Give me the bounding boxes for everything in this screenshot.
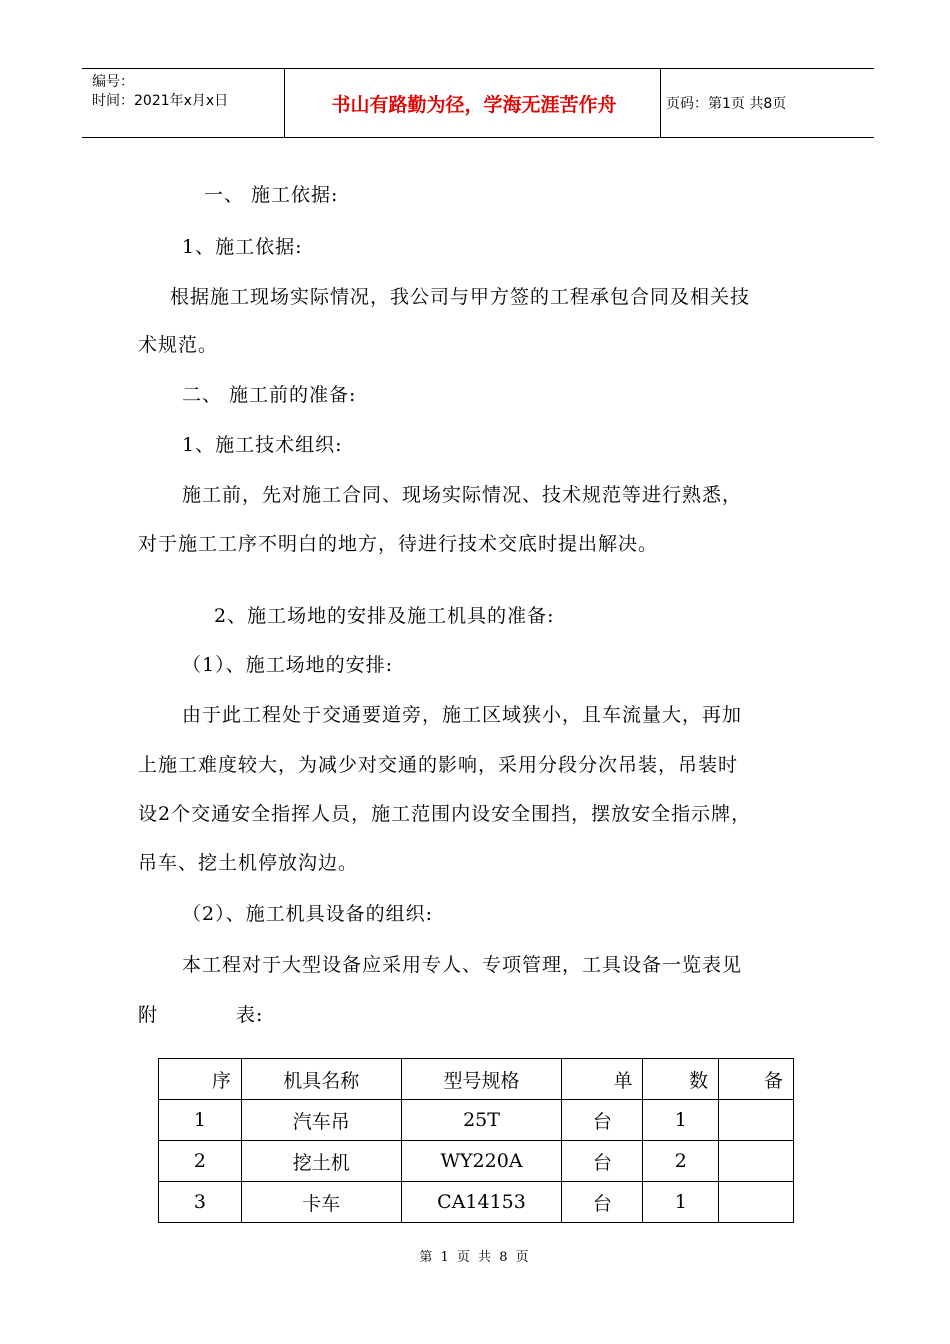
table-header-cell: 数 (643, 1059, 719, 1100)
table-header-cell: 序 (159, 1059, 242, 1100)
table-cell (719, 1141, 794, 1182)
table-cell (719, 1182, 794, 1223)
table-cell: 汽车吊 (241, 1100, 401, 1141)
table-header-cell: 单 (562, 1059, 643, 1100)
paragraph: 根据施工现场实际情况，我公司与甲方签的工程承包合同及相关技 (170, 286, 751, 308)
paragraph: 附 (138, 1004, 159, 1026)
table-cell: CA14153 (401, 1182, 562, 1223)
paragraph: 上施工难度较大，为减少对交通的影响，采用分段分次吊装，吊装时 (138, 754, 739, 776)
table-row (159, 1100, 794, 1141)
time-label: 时间：2021年x月x日 (92, 93, 229, 109)
paragraph: 吊车、挖土机停放沟边。 (138, 852, 359, 874)
table-header-cell: 机具名称 (241, 1059, 401, 1100)
table-cell: 挖土机 (241, 1141, 401, 1182)
table-cell: WY220A (401, 1141, 562, 1182)
subsection-title: （2）、施工机具设备的组织: (182, 903, 433, 925)
paragraph: 对于施工工序不明白的地方，待进行技术交底时提出解决。 (138, 533, 659, 555)
header-divider (284, 69, 285, 137)
header-motto: 书山有路勤为径，学海无涯苦作舟 (331, 93, 617, 116)
table-cell: 卡车 (241, 1182, 401, 1223)
table-row (159, 1182, 794, 1223)
section-1-title: 一、 施工依据: (204, 184, 339, 206)
table-header-cell: 备 (719, 1059, 794, 1100)
paragraph: 本工程对于大型设备应采用专人、专项管理，工具设备一览表见 (182, 954, 743, 976)
number-label: 编号： (92, 74, 134, 90)
table-row (159, 1141, 794, 1182)
paragraph: 表: (236, 1004, 264, 1026)
document-header (82, 68, 874, 138)
page-footer: 第 1 页 共 8 页 (419, 1250, 531, 1265)
table-cell: 2 (159, 1141, 242, 1182)
paragraph: 设2个交通安全指挥人员，施工范围内设安全围挡，摆放安全指示牌， (138, 803, 752, 825)
equipment-table (158, 1058, 794, 1223)
table-cell: 台 (562, 1182, 643, 1223)
section-2-1-title: 1、施工技术组织: (182, 434, 343, 456)
header-meta (92, 73, 228, 111)
paragraph: 施工前，先对施工合同、现场实际情况、技术规范等进行熟悉， (182, 484, 743, 506)
header-page-label: 页码：第1页 共8页 (666, 96, 787, 112)
section-2-title: 二、 施工前的准备: (182, 384, 357, 406)
section-2-2-title: 2、施工场地的安排及施工机具的准备: (214, 605, 555, 627)
table-header-row (159, 1059, 794, 1100)
table-cell: 台 (562, 1100, 643, 1141)
table-cell: 1 (643, 1182, 719, 1223)
table-header-cell: 型号规格 (401, 1059, 562, 1100)
section-1-1-title: 1、施工依据: (182, 236, 303, 258)
subsection-title: （1）、施工场地的安排: (182, 654, 393, 676)
paragraph: 由于此工程处于交通要道旁，施工区域狭小，且车流量大，再加 (182, 704, 743, 726)
paragraph: 术规范。 (138, 334, 219, 356)
table-cell: 1 (159, 1100, 242, 1141)
table-cell: 2 (643, 1141, 719, 1182)
table-cell: 台 (562, 1141, 643, 1182)
table-cell: 3 (159, 1182, 242, 1223)
table-cell: 1 (643, 1100, 719, 1141)
table-cell: 25T (401, 1100, 562, 1141)
table-cell (719, 1100, 794, 1141)
